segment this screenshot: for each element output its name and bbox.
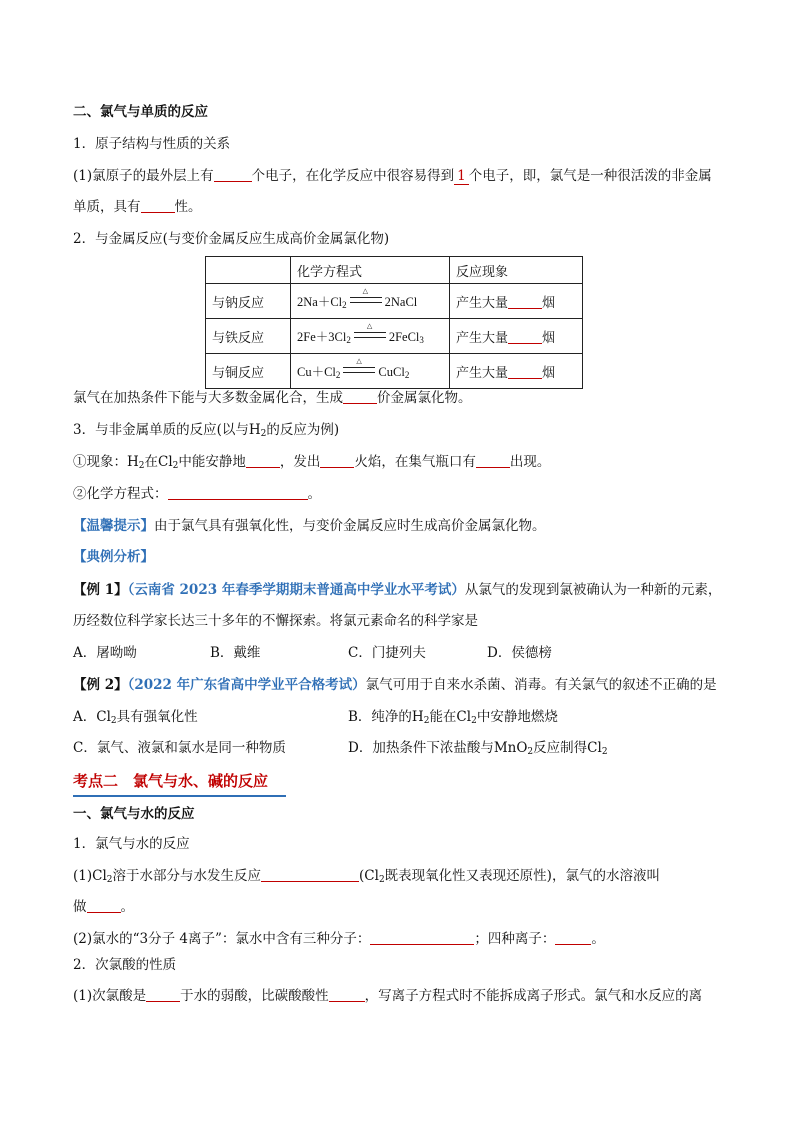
blank <box>555 930 591 945</box>
table-header-row <box>206 257 583 284</box>
text: (1)氯原子的最外层上有 <box>73 168 214 184</box>
example-label: 【例 2】 <box>73 677 128 693</box>
analysis-label: 【典例分析】 <box>73 549 154 565</box>
text: 性。 <box>174 199 202 215</box>
text: 氯气在加热条件下能与大多数金属化合，生成 <box>73 390 343 406</box>
table-header <box>206 257 291 284</box>
blank <box>343 389 377 404</box>
example-source: （2022 年广东省高中学业平合格考试） <box>127 677 366 693</box>
section-title: 考点二 氯气与水、碱的反应 <box>73 772 269 790</box>
reaction-table <box>205 256 583 389</box>
option-c: C．氯气、液氯和氯水是同一种物质 <box>73 740 286 756</box>
equation: $Cu+Cl_2$ △ CuCl$_2$ <box>291 354 450 389</box>
text: 单质，具有 <box>73 199 141 215</box>
p2-line4: (1)次氯酸是 于水的弱酸，比碳酸酸性 ，写离子方程式时不能拆成离子形式。氯气和水反应的离 <box>73 988 703 1004</box>
equals-arrow: △ <box>343 367 375 373</box>
s3-phenomenon: ①现象：$H_2$在$Cl_2$中能安静地 ，发出 火焰，在集气瓶口有 出现。 <box>73 454 551 471</box>
text: 个电子，在化学反应中很容易得到 <box>251 168 455 184</box>
blank <box>261 867 359 882</box>
heading-part2: 二、氯气与单质的反应 <box>73 104 208 120</box>
table-row <box>206 319 583 354</box>
equals-arrow: △ <box>350 297 382 303</box>
s1-line2 <box>73 197 202 217</box>
tip <box>73 516 546 536</box>
example-1: 【例 1】（云南省 2023 年春季学期期末普通高中学业水平考试）从氯气的发现到氯被确认为一种新的元素， <box>73 582 722 598</box>
blank <box>246 453 280 468</box>
s1-line1 <box>73 166 712 186</box>
option-c: C．门捷列夫 <box>348 645 426 661</box>
equation: $2Fe+3Cl_2$ △ 2FeCl$_3$ <box>291 319 450 354</box>
phenomenon: 产生大量 烟 <box>450 284 583 319</box>
heading-point2: 一、氯气与水的反应 <box>73 806 195 822</box>
blank <box>141 198 175 213</box>
answer-blank: 1 <box>454 168 469 185</box>
example-source: （云南省 2023 年春季学期期末普通高中学业水平考试） <box>127 582 465 598</box>
blank <box>146 987 180 1002</box>
blank <box>370 930 474 945</box>
option-b: B．纯净的$H_2$能在$Cl_2$中安静地燃烧 <box>348 709 558 726</box>
s2-title: 2．与金属反应(与变价金属反应生成高价金属氯化物) <box>73 231 390 247</box>
option-a: A．屠呦呦 <box>73 645 137 661</box>
table-row <box>206 284 583 319</box>
blank <box>329 987 365 1002</box>
blank <box>214 167 252 182</box>
blank <box>320 453 354 468</box>
table-header: 反应现象 <box>450 257 583 284</box>
equals-arrow: △ <box>354 332 386 338</box>
blank <box>508 329 542 344</box>
example-1-cont: 历经数位科学家长达三十多年的不懈探索。将氯元素命名的科学家是 <box>73 613 478 629</box>
s3-equation: ②化学方程式： 。 <box>73 486 321 502</box>
p2-line1: $(1)Cl_2$溶于水部分与水发生反应 ($Cl_2$既表现氧化性又表现还原性)，氯气的水溶液叫 <box>73 868 660 885</box>
blank <box>87 898 121 913</box>
blank <box>508 364 542 379</box>
table-row <box>206 354 583 389</box>
row-label: 与钠反应 <box>206 284 291 319</box>
s3-title: 3．与非金属单质的反应(以与$H_2$的反应为例) <box>73 422 340 439</box>
phenomenon: 产生大量 烟 <box>450 319 583 354</box>
option-d: D．侯德榜 <box>487 645 552 661</box>
phenomenon: 产生大量 烟 <box>450 354 583 389</box>
p2-line2: 做 。 <box>73 899 134 915</box>
tip-text: 由于氯气具有强氧化性，与变价金属反应时生成高价金属氯化物。 <box>154 518 546 534</box>
option-d: D．加热条件下浓盐酸与MnO$_2$反应制得$Cl_2$ <box>348 740 608 757</box>
blank <box>168 485 308 500</box>
option-a: A．$Cl_2$具有强氧化性 <box>73 709 198 726</box>
section-underline <box>73 795 286 797</box>
option-b: B．戴维 <box>210 645 261 661</box>
row-label: 与铜反应 <box>206 354 291 389</box>
table-header: 化学方程式 <box>291 257 450 284</box>
s1-title: 1．原子结构与性质的关系 <box>73 136 231 152</box>
blank <box>508 294 542 309</box>
p2-s1-title: 1．氯气与水的反应 <box>73 836 190 852</box>
blank <box>476 453 510 468</box>
equation: $2Na+Cl_2$ △ 2NaCl <box>291 284 450 319</box>
p2-line3: (2)氯水的“3分子 4离子”：氯水中含有三种分子： ；四种离子： 。 <box>73 931 605 947</box>
example-2: 【例 2】（2022 年广东省高中学业平合格考试）氯气可用于自来水杀菌、消毒。有关氯气的叙述不正确的是 <box>73 677 717 693</box>
p2-s2-title: 2．次氯酸的性质 <box>73 957 177 973</box>
text: 个电子，即，氯气是一种很活泼的非金属 <box>468 168 712 184</box>
s2-note <box>73 388 472 408</box>
row-label: 与铁反应 <box>206 319 291 354</box>
text: 价金属氯化物。 <box>377 390 472 406</box>
example-label: 【例 1】 <box>73 582 128 598</box>
tip-label: 【温馨提示】 <box>73 518 154 534</box>
